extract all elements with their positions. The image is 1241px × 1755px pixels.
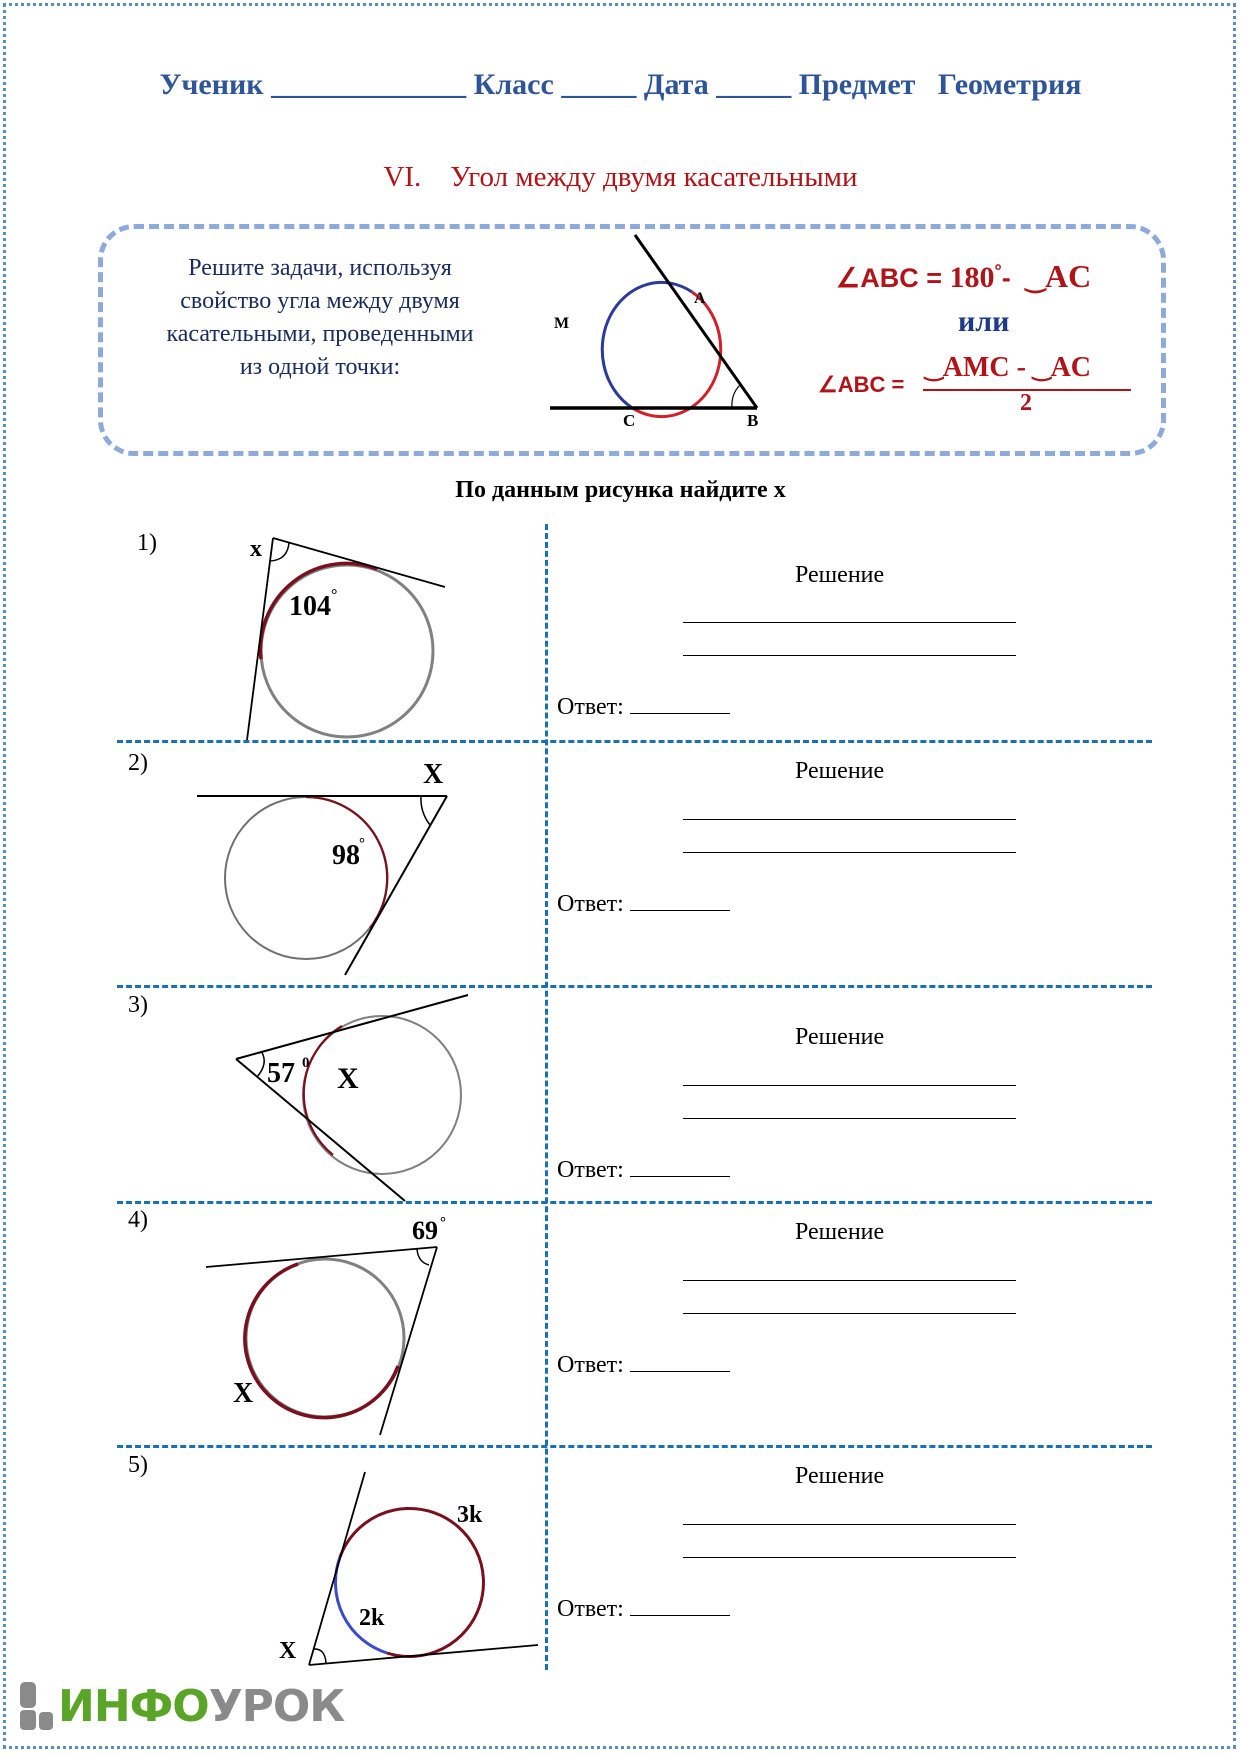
answer-row	[557, 1596, 730, 1623]
arc-symbol-icon: ‿	[1025, 266, 1046, 293]
task-3-figure	[225, 985, 495, 1205]
circle	[261, 565, 433, 737]
task-1-solution	[555, 558, 1150, 738]
unknown-x-label: X	[279, 1638, 297, 1664]
formula-1-arc: AC	[1045, 258, 1092, 294]
arc-2k-label: 2k	[359, 1605, 385, 1631]
arc-amc	[602, 282, 692, 407]
student-name-field[interactable]: _____________	[271, 68, 467, 101]
arc-x	[245, 1264, 398, 1418]
tangent-line	[236, 1059, 405, 1201]
logo-text-urok: УРОК	[208, 1680, 345, 1732]
class-field[interactable]: _____	[561, 68, 637, 101]
answer-field[interactable]	[630, 892, 730, 911]
tangent-line	[309, 1645, 538, 1665]
answer-field[interactable]	[630, 1158, 730, 1177]
section-title	[0, 161, 1241, 194]
angle-mark	[313, 1649, 326, 1663]
angle-mark	[732, 385, 740, 408]
label-a: A	[694, 290, 706, 307]
formula-2-minus: -	[1016, 352, 1026, 383]
solution-label: Решение	[795, 1463, 885, 1489]
task-1-figure	[230, 525, 460, 740]
horizontal-separator	[117, 1445, 1152, 1448]
degree-symbol: °	[331, 587, 338, 604]
answer-row	[557, 694, 730, 721]
answer-field[interactable]	[630, 1353, 730, 1372]
student-header	[0, 68, 1241, 102]
solution-line[interactable]	[683, 1313, 1016, 1314]
student-label: Ученик	[159, 68, 264, 101]
task-1-number: 1)	[137, 530, 157, 556]
answer-field[interactable]	[630, 1597, 730, 1616]
task-5-figure	[265, 1465, 550, 1675]
arc-3k-label: 3k	[457, 1502, 483, 1528]
task-4-figure	[195, 1205, 465, 1440]
angle-mark	[257, 1051, 264, 1077]
arc-symbol-icon: ‿	[925, 356, 943, 381]
subject-value: Геометрия	[937, 68, 1082, 101]
solution-line[interactable]	[683, 655, 1016, 656]
task-4-number: 4)	[128, 1207, 148, 1233]
given-angle-label: 57	[267, 1058, 295, 1089]
rule-text-line: Решите задачи, используя	[188, 255, 452, 281]
solution-line[interactable]	[683, 852, 1016, 853]
solution-line[interactable]	[683, 1118, 1016, 1119]
rule-text	[120, 252, 520, 384]
degree-symbol: °	[359, 836, 365, 852]
solution-label: Решение	[795, 758, 885, 784]
task-2-solution	[555, 755, 1150, 935]
given-arc-label: 98	[332, 840, 360, 871]
degree-symbol: 0	[302, 1055, 310, 1071]
rule-text-line: касательными, проведенными	[166, 321, 474, 347]
answer-label: Ответ:	[557, 1157, 624, 1183]
tangent-line	[236, 995, 468, 1059]
solution-label: Решение	[795, 1024, 885, 1050]
given-angle-label: 69	[412, 1216, 438, 1245]
date-field[interactable]: _____	[716, 68, 792, 101]
answer-row	[557, 1157, 730, 1184]
formula-1-minus: -	[1001, 263, 1011, 293]
unknown-x-label: X	[233, 1378, 254, 1409]
solution-line[interactable]	[683, 1557, 1016, 1558]
answer-row	[557, 1352, 730, 1379]
formula-2-lhs: ∠ABC =	[818, 372, 905, 397]
tangent-line	[206, 1247, 437, 1267]
formula-1	[836, 258, 1091, 295]
solution-line[interactable]	[683, 819, 1016, 820]
arc-symbol-icon: ‿	[1032, 356, 1051, 381]
degree-symbol: °	[440, 1215, 446, 1231]
infourok-logo[interactable]	[20, 1680, 345, 1732]
label-c: C	[623, 411, 636, 430]
unknown-x-label: X	[423, 759, 444, 790]
rule-text-line: из одной точки:	[239, 354, 401, 380]
class-label: Класс	[473, 68, 554, 101]
unknown-x-label: X	[337, 1062, 359, 1095]
date-label: Дата	[643, 68, 709, 101]
tangent-line	[345, 796, 447, 975]
logo-text-info: ИНФО	[58, 1680, 209, 1732]
answer-row	[557, 891, 730, 918]
formula-2-arc1: AMC	[942, 352, 1010, 383]
task-heading: По данным рисунка найдите x	[455, 477, 786, 503]
subject-label: Предмет	[798, 68, 916, 101]
task-2-figure	[190, 750, 460, 980]
solution-line[interactable]	[683, 1085, 1016, 1086]
angle-mark	[417, 1249, 429, 1265]
task-3-number: 3)	[128, 992, 148, 1018]
given-arc-label: 104	[289, 591, 331, 622]
formula-1-lhs: ∠ABC =	[836, 263, 942, 293]
answer-label: Ответ:	[557, 1596, 624, 1622]
tangent-line	[380, 1247, 437, 1435]
angle-mark	[421, 796, 430, 825]
logo-mark-icon	[20, 1682, 54, 1730]
label-b: B	[747, 411, 759, 430]
rule-text-line: свойство угла между двумя	[180, 288, 460, 314]
or-label: или	[958, 305, 1010, 338]
answer-field[interactable]	[630, 695, 730, 714]
tangent-ba	[635, 235, 757, 408]
arc-ac	[631, 292, 721, 417]
answer-label: Ответ:	[557, 891, 624, 917]
solution-line[interactable]	[683, 1280, 1016, 1281]
answer-label: Ответ:	[557, 1352, 624, 1378]
formula-2-numerator	[925, 352, 1091, 384]
solution-line[interactable]	[683, 622, 1016, 623]
rule-diagram	[540, 230, 770, 440]
solution-label: Решение	[795, 562, 885, 588]
degree-symbol: °	[994, 261, 1002, 281]
task-2-number: 2)	[128, 750, 148, 776]
unknown-x-label: x	[250, 536, 262, 562]
section-title-text: Угол между двумя касательными	[450, 161, 858, 193]
section-number: VI.	[383, 161, 422, 193]
formula-1-value: 180	[949, 261, 995, 294]
task-3-solution	[555, 1021, 1150, 1201]
formula-2-arc2: AC	[1050, 352, 1092, 383]
answer-label: Ответ:	[557, 694, 624, 720]
task-5-number: 5)	[128, 1452, 148, 1478]
horizontal-separator	[117, 740, 1152, 743]
solution-line[interactable]	[683, 1524, 1016, 1525]
formula-2-denominator: 2	[1020, 390, 1032, 416]
task-4-solution	[555, 1216, 1150, 1396]
tangent-line	[247, 538, 273, 740]
task-5-solution	[555, 1460, 1150, 1640]
arc-3k	[340, 1508, 483, 1656]
solution-label: Решение	[795, 1219, 885, 1245]
label-m: M	[554, 315, 570, 332]
